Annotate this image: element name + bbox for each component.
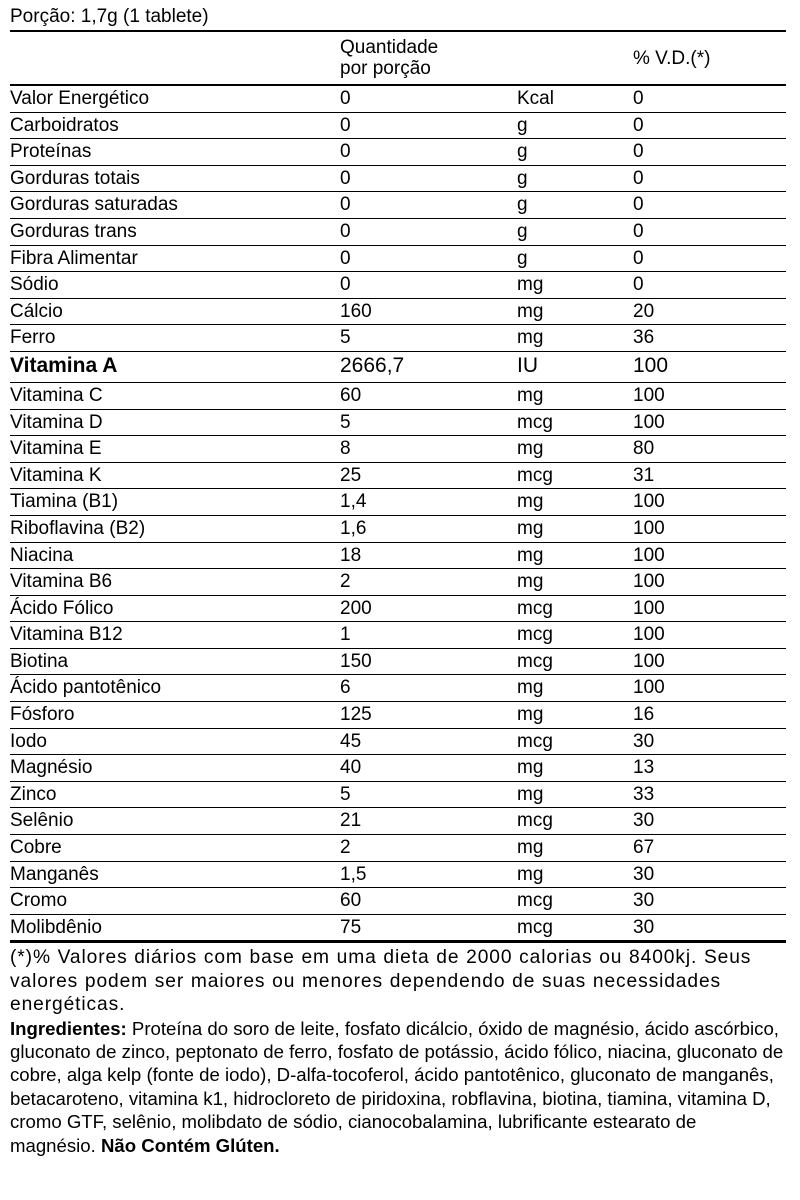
nutrient-quantity: 40 [340,757,362,779]
table-row [10,325,786,352]
nutrient-unit: mg [517,491,544,513]
nutrient-quantity: 5 [340,411,351,433]
table-row [10,192,786,219]
nutrient-name: Vitamina D [10,411,103,433]
ingredients [10,1017,786,1157]
nutrient-name: Cromo [10,890,68,912]
nutrient-unit: mcg [517,624,553,646]
nutrient-quantity: 18 [340,544,362,566]
nutrient-daily-value: 30 [633,730,655,752]
nutrient-name: Vitamina C [10,384,103,406]
nutrient-name: Magnésio [10,757,93,779]
nutrient-name: Gorduras trans [10,220,137,242]
table-row [10,702,786,729]
nutrient-unit: mg [517,863,544,885]
table-row [10,352,786,383]
nutrient-name: Manganês [10,863,99,885]
nutrient-quantity: 0 [340,274,351,296]
nutrient-quantity: 8 [340,438,351,460]
nutrient-unit: mg [517,438,544,460]
nutrient-unit: mg [517,517,544,539]
nutrient-name: Vitamina A [10,353,118,377]
gluten-statement: Não Contém Glúten. [100,1134,280,1156]
table-row [10,569,786,596]
nutrient-daily-value: 100 [633,411,665,433]
nutrient-name: Proteínas [10,141,92,163]
nutrient-name: Valor Energético [10,88,150,109]
nutrient-quantity: 75 [340,916,362,938]
nutrient-rows [10,86,786,943]
nutrient-daily-value: 100 [633,353,669,377]
nutrient-quantity: 1,4 [340,491,367,513]
table-row [10,649,786,676]
nutrient-name: Gorduras totais [10,167,140,189]
table-header [10,32,786,86]
ingredients-label: Ingredientes: [10,1017,127,1039]
nutrient-name: Biotina [10,650,69,672]
nutrient-unit: mcg [517,730,553,752]
table-row [10,516,786,543]
nutrient-quantity: 45 [340,730,362,752]
nutrient-quantity: 0 [340,114,351,136]
nutrient-quantity: 2 [340,571,351,593]
nutrient-daily-value: 100 [633,517,665,539]
nutrient-name: Ácido pantotênico [10,677,162,699]
table-row [10,299,786,326]
nutrient-unit: g [517,114,528,136]
nutrient-daily-value: 16 [633,704,655,726]
nutrient-unit: g [517,220,528,242]
nutrient-daily-value: 100 [633,491,665,513]
nutrient-unit: mcg [517,810,553,832]
nutrient-daily-value: 67 [633,837,655,859]
table-row [10,915,786,944]
nutrient-daily-value: 30 [633,890,655,912]
nutrient-name: Ferro [10,327,56,349]
nutrient-daily-value: 100 [633,597,665,619]
nutrient-daily-value: 13 [633,757,655,779]
ingredients-text: Proteína do soro de leite, fosfato dicálcio, óxido de magnésio, ácido ascórbico, gluconato de zinco, peptonato de ferro, fosfato de potássio, ácido fólico, niacina, gluconato de cobre, alga kelp (fonte de iodo), D-alfa-tocoferol, ácido pantotênico, gluconato de manganês, betacaroteno, vitamina k1, hidrocloreto de piridoxina, robflavina, biotina, tiamina, vitamina D, cromo GTF, selênio, molibdato de sódio, cianocobalamina, lubrificante estearato de magnésio. [10,1017,784,1156]
table-row [10,139,786,166]
nutrient-name: Cobre [10,837,62,859]
nutrient-unit: mg [517,384,544,406]
header-quantity-line1: Quantidade [340,37,439,58]
nutrient-quantity: 200 [340,597,372,619]
nutrient-quantity: 1,6 [340,517,367,539]
nutrient-name: Vitamina E [10,438,102,460]
nutrient-name: Zinco [10,783,57,805]
nutrient-unit: g [517,247,528,269]
nutrient-unit: mg [517,783,544,805]
table-row [10,622,786,649]
nutrient-daily-value: 0 [633,247,644,269]
nutrient-daily-value: 100 [633,544,665,566]
nutrient-unit: mcg [517,890,553,912]
nutrient-quantity: 25 [340,464,362,486]
nutrient-unit: mg [517,837,544,859]
nutrient-daily-value: 33 [633,783,655,805]
nutrient-quantity: 1,5 [340,863,367,885]
nutrient-name: Riboflavina (B2) [10,517,146,539]
header-daily-value: % V.D.(*) [633,48,711,69]
table-row [10,596,786,623]
nutrient-quantity: 160 [340,300,372,322]
nutrient-name: Ácido Fólico [10,597,114,619]
table-row [10,86,786,113]
nutrient-quantity: 21 [340,810,362,832]
nutrient-unit: mcg [517,650,553,672]
header-quantity-line2: por porção [340,58,431,79]
nutrient-daily-value: 0 [633,88,644,109]
nutrient-unit: mcg [517,916,553,938]
nutrient-name: Molibdênio [10,916,102,938]
nutrient-quantity: 6 [340,677,351,699]
nutrient-quantity: 5 [340,327,351,349]
nutrient-daily-value: 100 [633,384,665,406]
nutrient-name: Iodo [10,730,47,752]
nutrient-daily-value: 0 [633,141,644,163]
nutrient-quantity: 0 [340,167,351,189]
nutrient-daily-value: 30 [633,916,655,938]
table-row [10,489,786,516]
table-row [10,436,786,463]
nutrient-name: Vitamina B12 [10,624,123,646]
table-row [10,888,786,915]
nutrient-unit: g [517,141,528,163]
serving-size [10,4,786,32]
nutrient-name: Cálcio [10,300,63,322]
nutrient-name: Sódio [10,274,59,296]
nutrient-daily-value: 0 [633,274,644,296]
serving-size-text: Porção: 1,7g (1 tablete) [10,6,209,27]
nutrient-unit: mcg [517,597,553,619]
table-row [10,410,786,437]
nutrient-unit: IU [517,353,538,377]
nutrient-name: Niacina [10,544,74,566]
nutrient-daily-value: 0 [633,194,644,216]
table-row [10,729,786,756]
nutrient-daily-value: 100 [633,677,665,699]
nutrient-quantity: 0 [340,194,351,216]
nutrient-daily-value: 30 [633,863,655,885]
table-row [10,808,786,835]
nutrient-daily-value: 36 [633,327,655,349]
nutrient-daily-value: 100 [633,624,665,646]
nutrient-quantity: 60 [340,384,362,406]
nutrition-label [10,4,786,1157]
table-row [10,383,786,410]
nutrient-unit: mg [517,757,544,779]
nutrient-unit: Kcal [517,88,554,109]
table-row [10,113,786,140]
table-row [10,272,786,299]
table-row [10,246,786,273]
table-row [10,543,786,570]
nutrient-quantity: 125 [340,704,372,726]
table-row [10,835,786,862]
nutrient-daily-value: 0 [633,220,644,242]
nutrient-quantity: 0 [340,220,351,242]
nutrient-unit: g [517,194,528,216]
nutrient-unit: mcg [517,464,553,486]
table-row [10,166,786,193]
nutrient-name: Carboidratos [10,114,119,136]
nutrient-unit: mg [517,327,544,349]
nutrient-name: Fósforo [10,704,75,726]
nutrient-quantity: 5 [340,783,351,805]
nutrient-quantity: 2666,7 [340,353,405,377]
nutrient-name: Tiamina (B1) [10,491,119,513]
table-row [10,675,786,702]
nutrient-unit: mg [517,677,544,699]
nutrient-quantity: 150 [340,650,372,672]
nutrient-unit: mg [517,274,544,296]
nutrient-unit: g [517,167,528,189]
nutrient-name: Selênio [10,810,74,832]
nutrient-quantity: 0 [340,88,351,109]
nutrient-daily-value: 100 [633,650,665,672]
nutrient-daily-value: 0 [633,114,644,136]
nutrient-name: Fibra Alimentar [10,247,138,269]
nutrient-quantity: 60 [340,890,362,912]
nutrient-unit: mg [517,571,544,593]
nutrient-unit: mg [517,704,544,726]
table-row [10,782,786,809]
nutrient-daily-value: 30 [633,810,655,832]
nutrient-daily-value: 31 [633,464,655,486]
nutrient-quantity: 0 [340,141,351,163]
nutrient-quantity: 0 [340,247,351,269]
nutrient-quantity: 2 [340,837,351,859]
table-row [10,755,786,782]
nutrient-daily-value: 80 [633,438,655,460]
nutrient-name: Gorduras saturadas [10,194,178,216]
table-row [10,219,786,246]
header-quantity [340,37,438,79]
nutrient-daily-value: 0 [633,167,644,189]
nutrient-quantity: 1 [340,624,351,646]
daily-value-footnote: (*)% Valores diários com base em uma dieta de 2000 calorias ou 8400kj. Seus valores podem ser maiores ou menores dependendo de suas necessidades energéticas. [10,947,752,1016]
nutrient-unit: mg [517,544,544,566]
nutrient-daily-value: 20 [633,300,655,322]
table-row [10,463,786,490]
nutrient-name: Vitamina B6 [10,571,113,593]
nutrient-unit: mcg [517,411,553,433]
nutrient-daily-value: 100 [633,571,665,593]
nutrient-name: Vitamina K [10,464,102,486]
table-row [10,862,786,889]
nutrient-unit: mg [517,300,544,322]
